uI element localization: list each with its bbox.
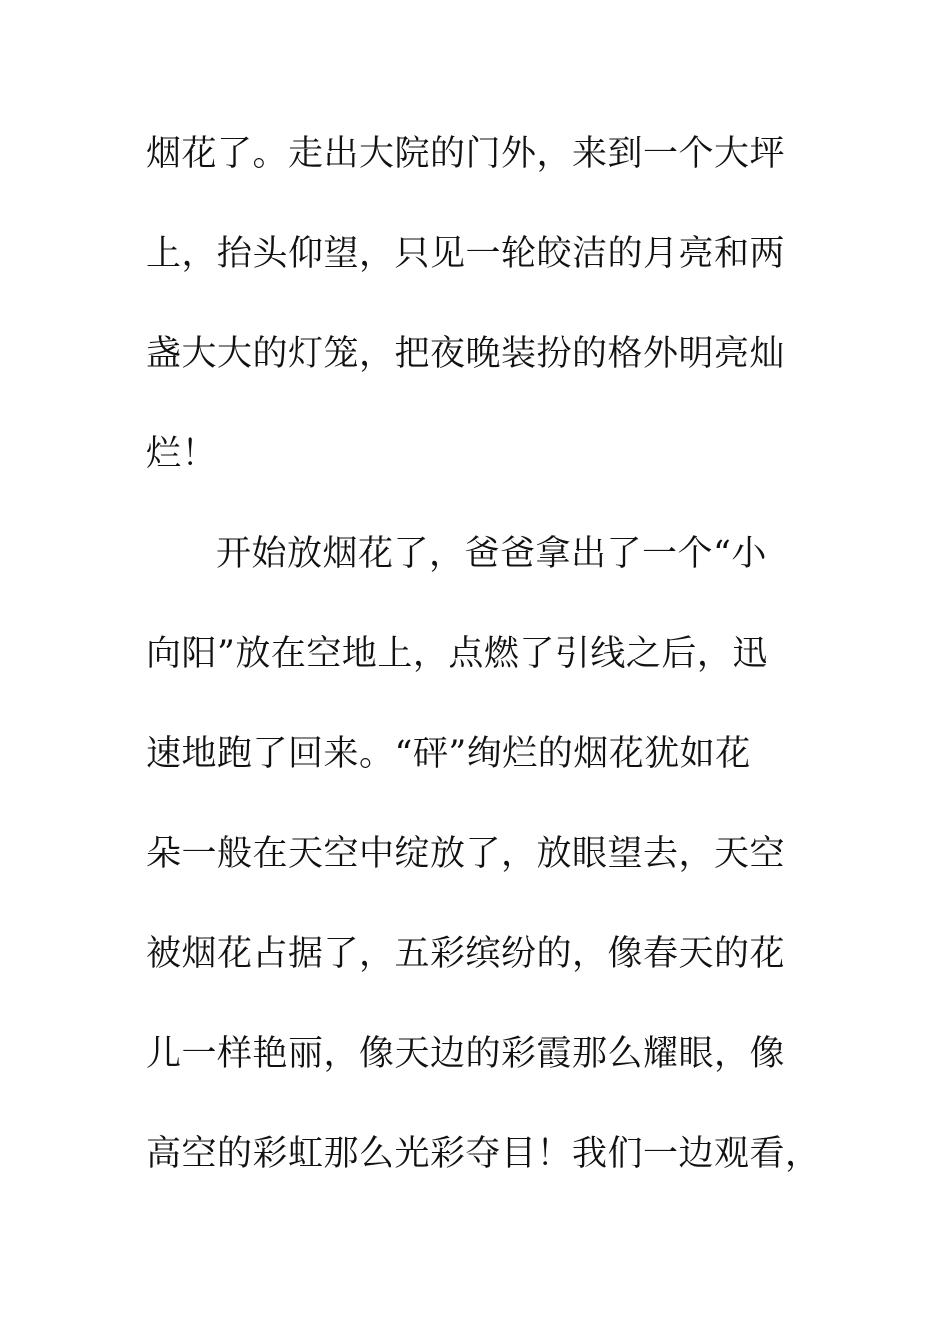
paragraph-first-line: 开始放烟花了，爸爸拿出了一个“小 — [216, 534, 767, 574]
text-line: 朵一般在天空中绽放了，放眼望去，天空 — [146, 834, 786, 874]
text-line: 烟花了。走出大院的门外，来到一个大坪 — [146, 134, 786, 174]
text-line: 向阳”放在空地上，点燃了引线之后，迅 — [146, 634, 768, 674]
text-line: 速地跑了回来。“砰”绚烂的烟花犹如花 — [146, 734, 751, 774]
text-line: 被烟花占据了，五彩缤纷的，像春天的花 — [146, 934, 786, 974]
text-line: 盏大大的灯笼，把夜晚装扮的格外明亮灿 — [146, 334, 786, 374]
text-line: 高空的彩虹那么光彩夺目！我们一边观看， — [146, 1134, 821, 1174]
text-line: 上，抬头仰望，只见一轮皎洁的月亮和两 — [146, 234, 786, 274]
text-line: 儿一样艳丽，像天边的彩霞那么耀眼，像 — [146, 1034, 786, 1074]
text-line: 烂！ — [146, 434, 218, 474]
